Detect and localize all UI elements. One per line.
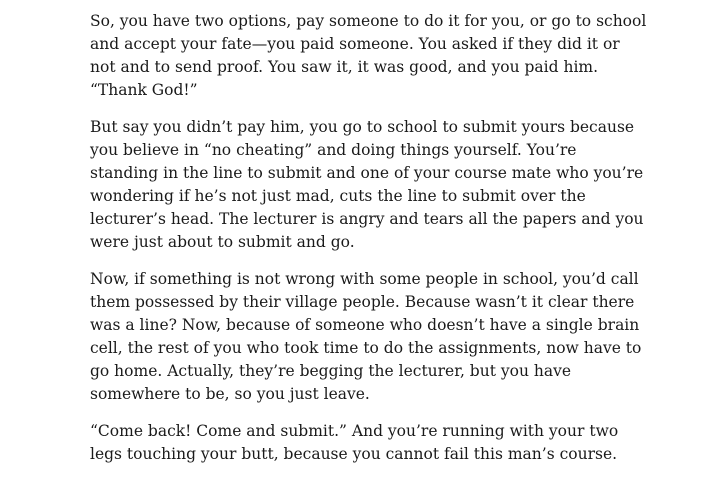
text-line: you believe in “no cheating” and doing things yourself. You’re bbox=[90, 141, 577, 159]
paragraph-4 bbox=[90, 420, 690, 466]
document-page bbox=[90, 10, 690, 480]
text-line: lecturer’s head. The lecturer is angry and tears all the papers and you bbox=[90, 210, 644, 228]
text-line: go home. Actually, they’re begging the lecturer, but you have bbox=[90, 362, 572, 380]
paragraph-3 bbox=[90, 268, 690, 406]
text-line: them possessed by their village people. Because wasn’t it clear there bbox=[90, 293, 635, 311]
paragraph-1 bbox=[90, 10, 690, 102]
paragraph-2 bbox=[90, 116, 690, 254]
text-line: But say you didn’t pay him, you go to school to submit yours because bbox=[90, 118, 635, 136]
text-line: not and to send proof. You saw it, it was good, and you paid him. bbox=[90, 58, 599, 76]
text-line: wondering if he’s not just mad, cuts the line to submit over the bbox=[90, 187, 586, 205]
text-line: was a line? Now, because of someone who doesn’t have a single brain bbox=[90, 316, 640, 334]
text-line: “Thank God!” bbox=[90, 81, 198, 99]
text-line: Now, if something is not wrong with some people in school, you’d call bbox=[90, 270, 639, 288]
text-line: somewhere to be, so you just leave. bbox=[90, 385, 370, 403]
text-line: and accept your fate—you paid someone. You asked if they did it or bbox=[90, 35, 620, 53]
text-line: “Come back! Come and submit.” And you’re running with your two bbox=[90, 422, 619, 440]
text-line: standing in the line to submit and one of your course mate who you’re bbox=[90, 164, 644, 182]
text-line: cell, the rest of you who took time to do the assignments, now have to bbox=[90, 339, 642, 357]
text-line: legs touching your butt, because you cannot fail this man’s course. bbox=[90, 445, 618, 463]
text-line: were just about to submit and go. bbox=[90, 233, 355, 251]
text-line: So, you have two options, pay someone to do it for you, or go to school bbox=[90, 12, 647, 30]
